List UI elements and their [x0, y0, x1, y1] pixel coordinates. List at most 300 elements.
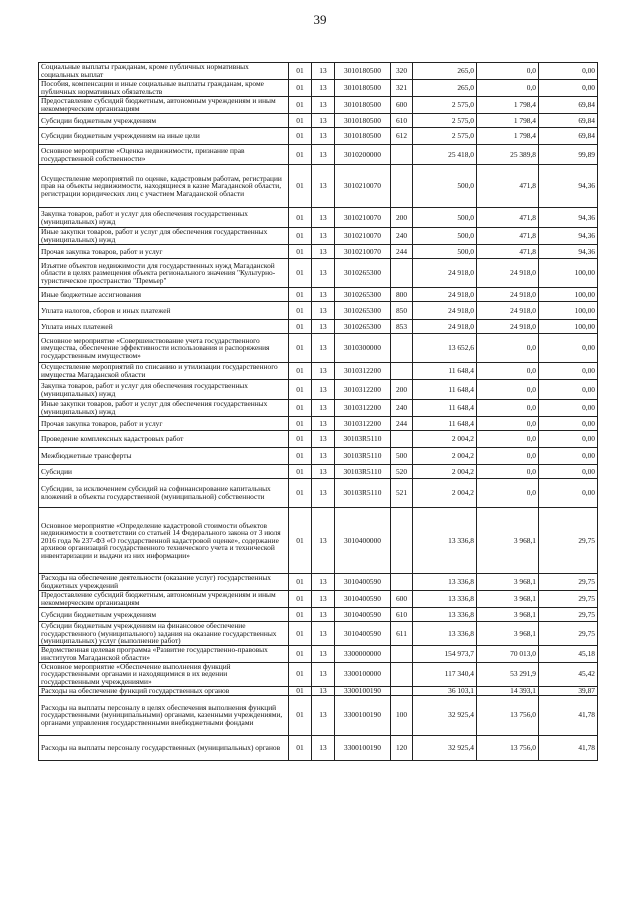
execution-percent-cell: 100,00 — [539, 259, 598, 288]
expense-type-cell: 120 — [391, 735, 413, 760]
row-name-cell: Социальные выплаты гражданам, кроме публичных нормативных социальных выплат — [39, 63, 289, 80]
section-code-cell: 01 — [289, 288, 312, 302]
target-article-cell: 3010400590 — [335, 608, 391, 622]
planned-amount-cell: 13 336,8 — [413, 508, 477, 574]
table-row — [39, 228, 598, 245]
row-name-cell: Иные закупки товаров, работ и услуг для обеспечения государственных (муниципальных) нужд — [39, 228, 289, 245]
actual-amount-cell: 0,0 — [477, 80, 539, 97]
row-name-cell: Изъятие объектов недвижимости для государственных нужд Магаданской области в целях размещения объекта регионального значения "Культурно-туристическое пространство "Премьер" — [39, 259, 289, 288]
actual-amount-cell: 24 918,0 — [477, 302, 539, 320]
row-name-cell: Основное мероприятие «Совершенствование учета государственного имущества, обеспечение эффективности использования и распоряжения государственным имуществом» — [39, 334, 289, 363]
expense-type-cell — [391, 508, 413, 574]
row-name-cell: Основное мероприятие «Определение кадастровой стоимости объектов недвижимости в соответствии со статьей 14 Федерального закона от 3 июля 2016 года № 237-ФЗ «О государственной кадастровой оценке», содержание архивов организаций государственного технического учета и технической инвентаризации и выдачи из них информации» — [39, 508, 289, 574]
table-row — [39, 662, 598, 686]
subsection-code-cell: 13 — [312, 591, 335, 608]
table-row — [39, 608, 598, 622]
target-article-cell: 3010180500 — [335, 80, 391, 97]
target-article-cell: 3010400590 — [335, 591, 391, 608]
row-name-cell: Межбюджетные трансферты — [39, 448, 289, 465]
execution-percent-cell: 100,00 — [539, 320, 598, 334]
target-article-cell: 3010400590 — [335, 622, 391, 646]
row-name-cell: Уплата налогов, сборов и иных платежей — [39, 302, 289, 320]
planned-amount-cell: 500,0 — [413, 228, 477, 245]
section-code-cell: 01 — [289, 320, 312, 334]
section-code-cell: 01 — [289, 622, 312, 646]
actual-amount-cell: 0,0 — [477, 380, 539, 400]
execution-percent-cell: 94,36 — [539, 165, 598, 208]
table-row — [39, 645, 598, 662]
planned-amount-cell: 265,0 — [413, 80, 477, 97]
subsection-code-cell: 13 — [312, 465, 335, 479]
expense-type-cell: 600 — [391, 97, 413, 114]
subsection-code-cell: 13 — [312, 259, 335, 288]
section-code-cell: 01 — [289, 508, 312, 574]
target-article-cell: 3010265300 — [335, 320, 391, 334]
expense-type-cell: 800 — [391, 288, 413, 302]
subsection-code-cell: 13 — [312, 479, 335, 508]
section-code-cell: 01 — [289, 400, 312, 417]
row-name-cell: Прочая закупка товаров, работ и услуг — [39, 417, 289, 431]
planned-amount-cell: 2 004,2 — [413, 431, 477, 448]
execution-percent-cell: 39,87 — [539, 686, 598, 695]
actual-amount-cell: 0,0 — [477, 479, 539, 508]
expense-type-cell: 610 — [391, 608, 413, 622]
target-article-cell: 3300100190 — [335, 686, 391, 695]
table-row — [39, 259, 598, 288]
subsection-code-cell: 13 — [312, 63, 335, 80]
table-row — [39, 695, 598, 735]
target-article-cell: 3300100000 — [335, 662, 391, 686]
actual-amount-cell: 3 968,1 — [477, 608, 539, 622]
actual-amount-cell: 0,0 — [477, 417, 539, 431]
expense-type-cell: 611 — [391, 622, 413, 646]
section-code-cell: 01 — [289, 80, 312, 97]
row-name-cell: Субсидии, за исключением субсидий на софинансирование капитальных вложений в объекты государственной (муниципальной) собственности — [39, 479, 289, 508]
execution-percent-cell: 45,18 — [539, 645, 598, 662]
row-name-cell: Прочая закупка товаров, работ и услуг — [39, 245, 289, 259]
expense-type-cell — [391, 363, 413, 380]
execution-percent-cell: 69,84 — [539, 97, 598, 114]
subsection-code-cell: 13 — [312, 448, 335, 465]
table-row — [39, 302, 598, 320]
expense-type-cell — [391, 334, 413, 363]
section-code-cell: 01 — [289, 334, 312, 363]
row-name-cell: Расходы на обеспечение деятельности (оказание услуг) государственных бюджетных учреждений — [39, 574, 289, 591]
table-row — [39, 128, 598, 145]
row-name-cell: Субсидии бюджетным учреждениям — [39, 608, 289, 622]
planned-amount-cell: 13 336,8 — [413, 574, 477, 591]
subsection-code-cell: 13 — [312, 208, 335, 228]
target-article-cell: 3300000000 — [335, 645, 391, 662]
table-row — [39, 334, 598, 363]
planned-amount-cell: 2 004,2 — [413, 448, 477, 465]
actual-amount-cell: 0,0 — [477, 431, 539, 448]
planned-amount-cell: 25 418,0 — [413, 145, 477, 165]
subsection-code-cell: 13 — [312, 363, 335, 380]
planned-amount-cell: 13 336,8 — [413, 622, 477, 646]
actual-amount-cell: 0,0 — [477, 448, 539, 465]
execution-percent-cell: 0,00 — [539, 431, 598, 448]
table-row — [39, 320, 598, 334]
row-name-cell: Субсидии бюджетным учреждениям на финансовое обеспечение государственного (муниципального) задания на оказание государственных (муниципальных) услуг (выполнение работ) — [39, 622, 289, 646]
target-article-cell: 3010200000 — [335, 145, 391, 165]
actual-amount-cell: 3 968,1 — [477, 508, 539, 574]
section-code-cell: 01 — [289, 228, 312, 245]
row-name-cell: Уплата иных платежей — [39, 320, 289, 334]
section-code-cell: 01 — [289, 574, 312, 591]
actual-amount-cell: 70 013,0 — [477, 645, 539, 662]
expense-type-cell — [391, 165, 413, 208]
execution-percent-cell: 0,00 — [539, 334, 598, 363]
section-code-cell: 01 — [289, 695, 312, 735]
planned-amount-cell: 11 648,4 — [413, 400, 477, 417]
target-article-cell: 3010312200 — [335, 380, 391, 400]
subsection-code-cell: 13 — [312, 622, 335, 646]
table-row — [39, 400, 598, 417]
table-row — [39, 363, 598, 380]
row-name-cell: Расходы на выплаты персоналу в целях обеспечения выполнения функций государственными (муниципальными) органами, казенными учреждениями, органами управления государственными внебюджетными фондами — [39, 695, 289, 735]
target-article-cell: 3010180500 — [335, 128, 391, 145]
table-row — [39, 380, 598, 400]
section-code-cell: 01 — [289, 686, 312, 695]
execution-percent-cell: 0,00 — [539, 417, 598, 431]
subsection-code-cell: 13 — [312, 574, 335, 591]
budget-table — [38, 62, 598, 761]
section-code-cell: 01 — [289, 380, 312, 400]
section-code-cell: 01 — [289, 417, 312, 431]
expense-type-cell: 612 — [391, 128, 413, 145]
planned-amount-cell: 2 004,2 — [413, 479, 477, 508]
planned-amount-cell: 2 575,0 — [413, 97, 477, 114]
subsection-code-cell: 13 — [312, 165, 335, 208]
table-row — [39, 479, 598, 508]
target-article-cell: 30103R5110 — [335, 431, 391, 448]
execution-percent-cell: 29,75 — [539, 622, 598, 646]
execution-percent-cell: 41,78 — [539, 735, 598, 760]
target-article-cell: 3010400000 — [335, 508, 391, 574]
row-name-cell: Предоставление субсидий бюджетным, автономным учреждениям и иным некоммерческим организациям — [39, 97, 289, 114]
execution-percent-cell: 99,89 — [539, 145, 598, 165]
table-row — [39, 735, 598, 760]
planned-amount-cell: 500,0 — [413, 165, 477, 208]
expense-type-cell: 850 — [391, 302, 413, 320]
section-code-cell: 01 — [289, 302, 312, 320]
table-row — [39, 245, 598, 259]
subsection-code-cell: 13 — [312, 114, 335, 128]
table-row — [39, 208, 598, 228]
table-row — [39, 114, 598, 128]
subsection-code-cell: 13 — [312, 128, 335, 145]
expense-type-cell — [391, 574, 413, 591]
expense-type-cell: 500 — [391, 448, 413, 465]
row-name-cell: Основное мероприятие «Оценка недвижимости, признание прав государственной собственности» — [39, 145, 289, 165]
row-name-cell: Предоставление субсидий бюджетным, автономным учреждениям и иным некоммерческим организациям — [39, 591, 289, 608]
actual-amount-cell: 471,8 — [477, 228, 539, 245]
table-row — [39, 417, 598, 431]
actual-amount-cell: 0,0 — [477, 400, 539, 417]
target-article-cell: 30103R5110 — [335, 448, 391, 465]
expense-type-cell: 521 — [391, 479, 413, 508]
actual-amount-cell: 25 389,8 — [477, 145, 539, 165]
table-row — [39, 508, 598, 574]
subsection-code-cell: 13 — [312, 417, 335, 431]
expense-type-cell: 610 — [391, 114, 413, 128]
subsection-code-cell: 13 — [312, 302, 335, 320]
expense-type-cell: 240 — [391, 400, 413, 417]
planned-amount-cell: 32 925,4 — [413, 735, 477, 760]
target-article-cell: 30103R5110 — [335, 479, 391, 508]
execution-percent-cell: 94,36 — [539, 245, 598, 259]
table-row — [39, 63, 598, 80]
subsection-code-cell: 13 — [312, 686, 335, 695]
target-article-cell: 3010180500 — [335, 63, 391, 80]
actual-amount-cell: 3 968,1 — [477, 622, 539, 646]
section-code-cell: 01 — [289, 259, 312, 288]
expense-type-cell: 244 — [391, 245, 413, 259]
execution-percent-cell: 69,84 — [539, 128, 598, 145]
planned-amount-cell: 13 336,8 — [413, 591, 477, 608]
section-code-cell: 01 — [289, 165, 312, 208]
subsection-code-cell: 13 — [312, 662, 335, 686]
section-code-cell: 01 — [289, 97, 312, 114]
table-row — [39, 97, 598, 114]
execution-percent-cell: 0,00 — [539, 363, 598, 380]
table-row — [39, 165, 598, 208]
section-code-cell: 01 — [289, 114, 312, 128]
target-article-cell: 3010312200 — [335, 400, 391, 417]
planned-amount-cell: 13 336,8 — [413, 608, 477, 622]
target-article-cell: 30103R5110 — [335, 465, 391, 479]
section-code-cell: 01 — [289, 662, 312, 686]
table-body — [39, 63, 598, 761]
planned-amount-cell: 2 575,0 — [413, 114, 477, 128]
planned-amount-cell: 24 918,0 — [413, 302, 477, 320]
execution-percent-cell: 0,00 — [539, 448, 598, 465]
row-name-cell: Проведение комплексных кадастровых работ — [39, 431, 289, 448]
subsection-code-cell: 13 — [312, 80, 335, 97]
subsection-code-cell: 13 — [312, 228, 335, 245]
section-code-cell: 01 — [289, 448, 312, 465]
actual-amount-cell: 14 393,1 — [477, 686, 539, 695]
table-row — [39, 686, 598, 695]
subsection-code-cell: 13 — [312, 334, 335, 363]
target-article-cell: 3010180500 — [335, 97, 391, 114]
section-code-cell: 01 — [289, 479, 312, 508]
expense-type-cell — [391, 259, 413, 288]
row-name-cell: Субсидии — [39, 465, 289, 479]
expense-type-cell: 853 — [391, 320, 413, 334]
execution-percent-cell: 0,00 — [539, 479, 598, 508]
subsection-code-cell: 13 — [312, 320, 335, 334]
row-name-cell: Ведомственная целевая программа «Развитие государственно-правовых институтов Магаданской области» — [39, 645, 289, 662]
subsection-code-cell: 13 — [312, 608, 335, 622]
expense-type-cell: 520 — [391, 465, 413, 479]
target-article-cell: 3010400590 — [335, 574, 391, 591]
target-article-cell: 3010300000 — [335, 334, 391, 363]
planned-amount-cell: 500,0 — [413, 245, 477, 259]
subsection-code-cell: 13 — [312, 145, 335, 165]
section-code-cell: 01 — [289, 431, 312, 448]
row-name-cell: Осуществление мероприятий по списанию и утилизации государственного имущества Магаданской области — [39, 363, 289, 380]
execution-percent-cell: 0,00 — [539, 80, 598, 97]
planned-amount-cell: 11 648,4 — [413, 417, 477, 431]
expense-type-cell: 321 — [391, 80, 413, 97]
subsection-code-cell: 13 — [312, 400, 335, 417]
planned-amount-cell: 24 918,0 — [413, 259, 477, 288]
actual-amount-cell: 24 918,0 — [477, 288, 539, 302]
table-row — [39, 145, 598, 165]
section-code-cell: 01 — [289, 465, 312, 479]
planned-amount-cell: 265,0 — [413, 63, 477, 80]
table-row — [39, 448, 598, 465]
subsection-code-cell: 13 — [312, 97, 335, 114]
planned-amount-cell: 117 340,4 — [413, 662, 477, 686]
target-article-cell: 3010312200 — [335, 363, 391, 380]
section-code-cell: 01 — [289, 128, 312, 145]
expense-type-cell: 600 — [391, 591, 413, 608]
section-code-cell: 01 — [289, 645, 312, 662]
actual-amount-cell: 0,0 — [477, 334, 539, 363]
row-name-cell: Иные закупки товаров, работ и услуг для обеспечения государственных (муниципальных) нужд — [39, 400, 289, 417]
actual-amount-cell: 0,0 — [477, 363, 539, 380]
subsection-code-cell: 13 — [312, 735, 335, 760]
target-article-cell: 3300100190 — [335, 735, 391, 760]
target-article-cell: 3010265300 — [335, 259, 391, 288]
expense-type-cell: 240 — [391, 228, 413, 245]
planned-amount-cell: 36 103,1 — [413, 686, 477, 695]
row-name-cell: Расходы на обеспечение функций государственных органов — [39, 686, 289, 695]
row-name-cell: Субсидии бюджетным учреждениям — [39, 114, 289, 128]
actual-amount-cell: 24 918,0 — [477, 259, 539, 288]
planned-amount-cell: 2 004,2 — [413, 465, 477, 479]
expense-type-cell — [391, 645, 413, 662]
row-name-cell: Субсидии бюджетным учреждениям на иные цели — [39, 128, 289, 145]
row-name-cell: Иные бюджетные ассигнования — [39, 288, 289, 302]
planned-amount-cell: 32 925,4 — [413, 695, 477, 735]
target-article-cell: 3010210070 — [335, 165, 391, 208]
actual-amount-cell: 471,8 — [477, 165, 539, 208]
row-name-cell: Закупка товаров, работ и услуг для обеспечения государственных (муниципальных) нужд — [39, 380, 289, 400]
execution-percent-cell: 0,00 — [539, 465, 598, 479]
actual-amount-cell: 53 291,9 — [477, 662, 539, 686]
table-row — [39, 591, 598, 608]
table-row — [39, 622, 598, 646]
expense-type-cell: 200 — [391, 208, 413, 228]
actual-amount-cell: 471,8 — [477, 245, 539, 259]
expense-type-cell — [391, 686, 413, 695]
execution-percent-cell: 0,00 — [539, 380, 598, 400]
section-code-cell: 01 — [289, 208, 312, 228]
row-name-cell: Расходы на выплаты персоналу государственных (муниципальных) органов — [39, 735, 289, 760]
page-number: 39 — [313, 12, 327, 27]
execution-percent-cell: 29,75 — [539, 508, 598, 574]
actual-amount-cell: 13 756,0 — [477, 695, 539, 735]
section-code-cell: 01 — [289, 145, 312, 165]
execution-percent-cell: 29,75 — [539, 608, 598, 622]
planned-amount-cell: 11 648,4 — [413, 363, 477, 380]
planned-amount-cell: 13 652,6 — [413, 334, 477, 363]
expense-type-cell: 320 — [391, 63, 413, 80]
subsection-code-cell: 13 — [312, 645, 335, 662]
target-article-cell: 3010312200 — [335, 417, 391, 431]
expense-type-cell: 100 — [391, 695, 413, 735]
target-article-cell: 3300100190 — [335, 695, 391, 735]
table-row — [39, 288, 598, 302]
planned-amount-cell: 500,0 — [413, 208, 477, 228]
section-code-cell: 01 — [289, 608, 312, 622]
subsection-code-cell: 13 — [312, 245, 335, 259]
execution-percent-cell: 94,36 — [539, 208, 598, 228]
target-article-cell: 3010180500 — [335, 114, 391, 128]
target-article-cell: 3010265300 — [335, 288, 391, 302]
planned-amount-cell: 11 648,4 — [413, 380, 477, 400]
execution-percent-cell: 0,00 — [539, 63, 598, 80]
execution-percent-cell: 41,78 — [539, 695, 598, 735]
planned-amount-cell: 24 918,0 — [413, 320, 477, 334]
planned-amount-cell: 154 973,7 — [413, 645, 477, 662]
execution-percent-cell: 45,42 — [539, 662, 598, 686]
actual-amount-cell: 13 756,0 — [477, 735, 539, 760]
section-code-cell: 01 — [289, 591, 312, 608]
actual-amount-cell: 3 968,1 — [477, 591, 539, 608]
table-row — [39, 431, 598, 448]
expense-type-cell: 244 — [391, 417, 413, 431]
expense-type-cell — [391, 145, 413, 165]
table-row — [39, 574, 598, 591]
row-name-cell: Основное мероприятие «Обеспечение выполнения функций государственными органами и находящимися в их ведении государственными учреждениями» — [39, 662, 289, 686]
execution-percent-cell: 29,75 — [539, 591, 598, 608]
execution-percent-cell: 0,00 — [539, 400, 598, 417]
execution-percent-cell: 100,00 — [539, 302, 598, 320]
expense-type-cell — [391, 662, 413, 686]
planned-amount-cell: 2 575,0 — [413, 128, 477, 145]
subsection-code-cell: 13 — [312, 431, 335, 448]
actual-amount-cell: 3 968,1 — [477, 574, 539, 591]
execution-percent-cell: 29,75 — [539, 574, 598, 591]
target-article-cell: 3010210070 — [335, 208, 391, 228]
target-article-cell: 3010210070 — [335, 228, 391, 245]
subsection-code-cell: 13 — [312, 508, 335, 574]
actual-amount-cell: 24 918,0 — [477, 320, 539, 334]
actual-amount-cell: 0,0 — [477, 63, 539, 80]
section-code-cell: 01 — [289, 63, 312, 80]
subsection-code-cell: 13 — [312, 380, 335, 400]
planned-amount-cell: 24 918,0 — [413, 288, 477, 302]
table-row — [39, 80, 598, 97]
actual-amount-cell: 1 798,4 — [477, 128, 539, 145]
section-code-cell: 01 — [289, 735, 312, 760]
actual-amount-cell: 1 798,4 — [477, 114, 539, 128]
target-article-cell: 3010265300 — [335, 302, 391, 320]
row-name-cell: Осуществление мероприятий по оценке, кадастровым работам, регистрации прав на объекты недвижимости, находящиеся в казне Магаданской области, регистрации юридических лиц с участием Магаданской области — [39, 165, 289, 208]
target-article-cell: 3010210070 — [335, 245, 391, 259]
row-name-cell: Закупка товаров, работ и услуг для обеспечения государственных (муниципальных) нужд — [39, 208, 289, 228]
execution-percent-cell: 94,36 — [539, 228, 598, 245]
section-code-cell: 01 — [289, 245, 312, 259]
execution-percent-cell: 69,84 — [539, 114, 598, 128]
section-code-cell: 01 — [289, 363, 312, 380]
subsection-code-cell: 13 — [312, 695, 335, 735]
execution-percent-cell: 100,00 — [539, 288, 598, 302]
expense-type-cell — [391, 431, 413, 448]
subsection-code-cell: 13 — [312, 288, 335, 302]
actual-amount-cell: 471,8 — [477, 208, 539, 228]
row-name-cell: Пособия, компенсации и иные социальные выплаты гражданам, кроме публичных нормативных обязательств — [39, 80, 289, 97]
actual-amount-cell: 1 798,4 — [477, 97, 539, 114]
actual-amount-cell: 0,0 — [477, 465, 539, 479]
expense-type-cell: 200 — [391, 380, 413, 400]
table-row — [39, 465, 598, 479]
